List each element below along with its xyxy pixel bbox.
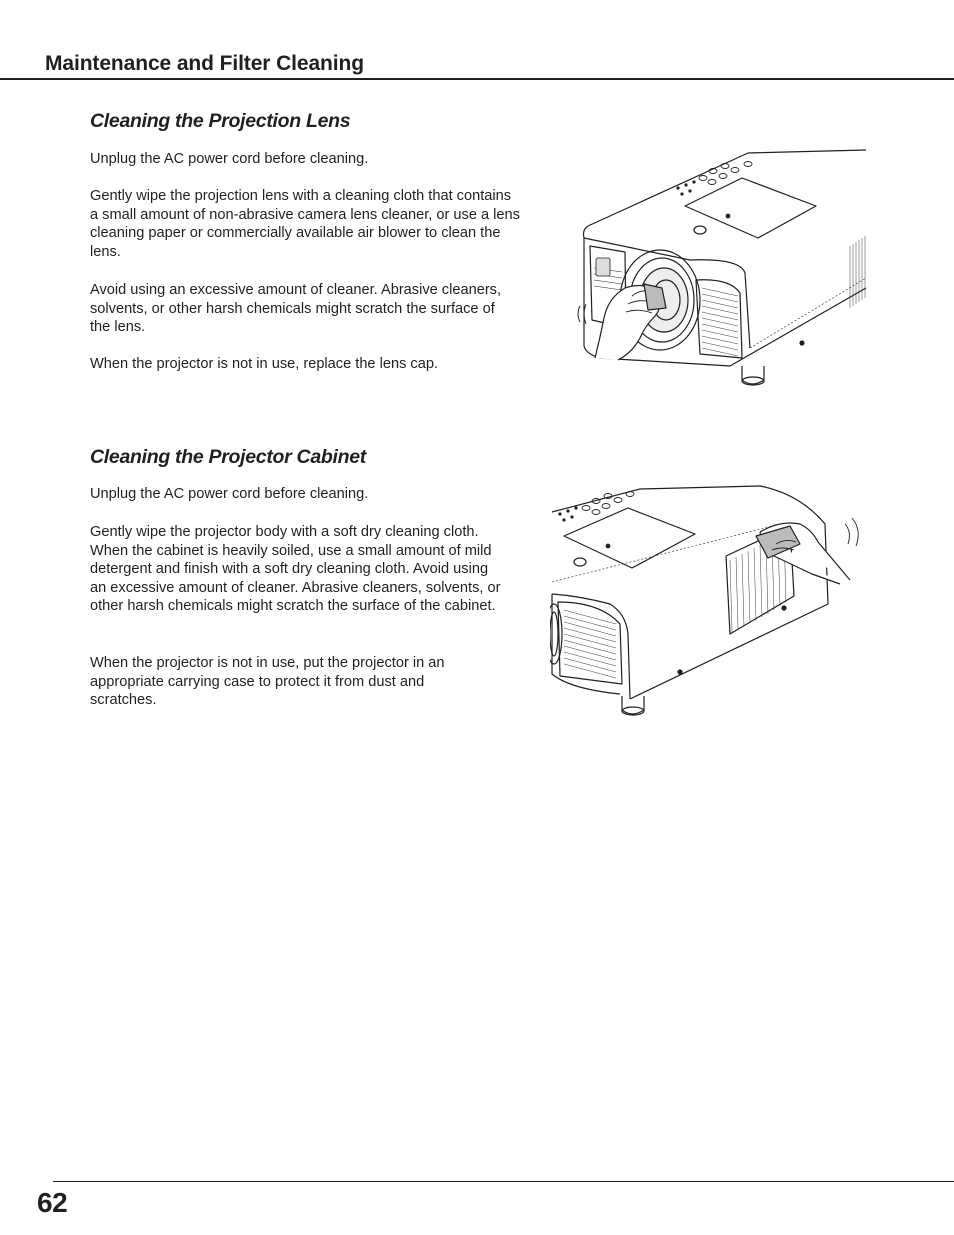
lens-cleaning-illustration xyxy=(570,148,868,393)
cabinet-paragraph-3: When the projector is not in use, put the projector in an appropriate carrying case to protect it from dust and scratches. xyxy=(90,655,445,709)
lens-paragraph-1: Unplug the AC power cord before cleaning. xyxy=(90,151,369,167)
footer-divider xyxy=(53,1181,954,1182)
lens-paragraph-3: Avoid using an excessive amount of cleaner. Abrasive cleaners, solvents, or other harsh chemicals might scratch the surface of the lens. xyxy=(90,282,502,336)
header-divider xyxy=(0,78,954,80)
cabinet-paragraph-2: Gently wipe the projector body with a soft dry cleaning cloth. When the cabinet is heavily soiled, use a small amount of mild detergent and finish with a soft dry cleaning cloth. Avoid using an excessive amount of cleaner. Abrasive cleaners, solvents, or other harsh chemicals might scratch the surface of the cabinet. xyxy=(90,524,501,615)
lens-paragraph-4: When the projector is not in use, replace the lens cap. xyxy=(90,356,439,372)
page-header-title: Maintenance and Filter Cleaning xyxy=(45,52,364,75)
lens-paragraph-2: Gently wipe the projection lens with a cleaning cloth that contains a small amount of non-abrasive camera lens cleaner, or use a lens cleaning paper or commercially available air blower to clean the lens. xyxy=(90,188,520,260)
cabinet-section-title: Cleaning the Projector Cabinet xyxy=(90,446,366,468)
lens-section-title: Cleaning the Projection Lens xyxy=(90,110,351,132)
cabinet-cleaning-illustration xyxy=(550,484,870,719)
page-number: 62 xyxy=(37,1187,68,1218)
cabinet-paragraph-1: Unplug the AC power cord before cleaning. xyxy=(90,486,369,502)
